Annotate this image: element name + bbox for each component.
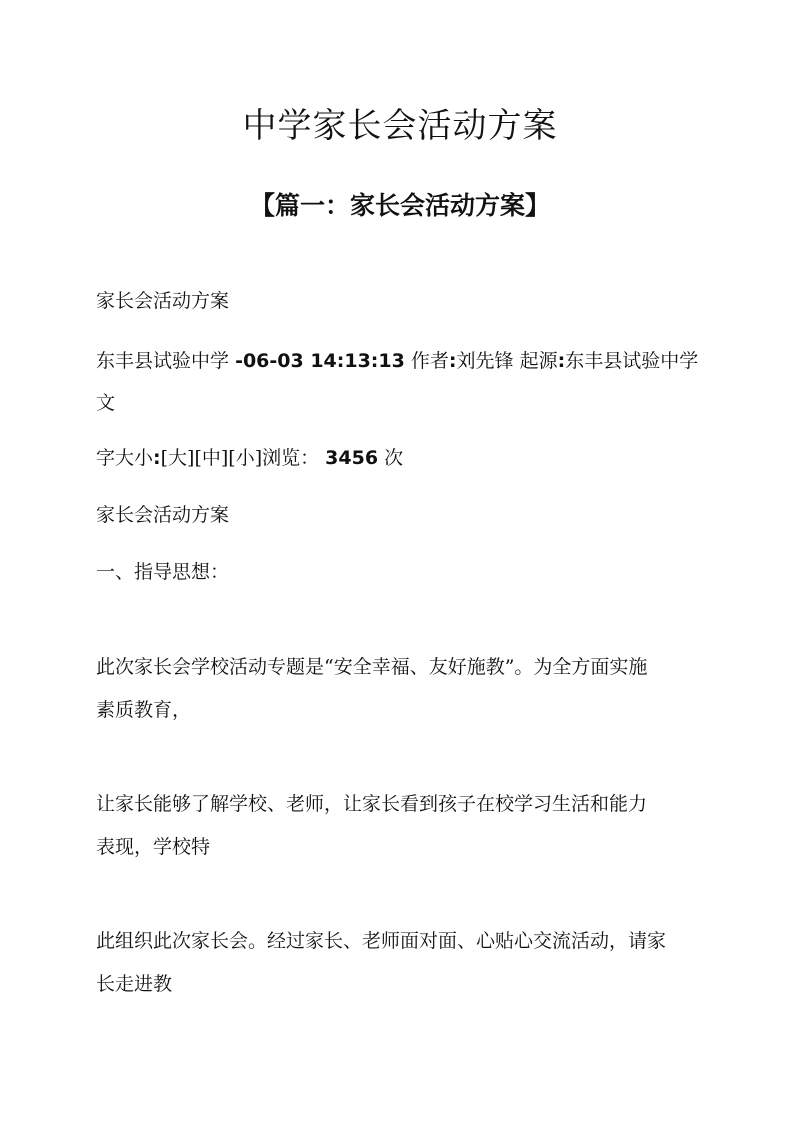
views-label: 浏览： (262, 447, 320, 469)
views-unit: 次 (384, 447, 404, 469)
meta-colon: : (448, 350, 457, 372)
article-meta (96, 346, 698, 373)
meta-origin: 东丰县试验中学 (565, 350, 699, 372)
paragraph-line: 此次家长会学校活动专题是“安全幸福、友好施教”。为全方面实施 (96, 656, 648, 678)
section-heading: 家长会活动方案 (96, 290, 230, 312)
font-size-label: 字大小 (96, 447, 154, 469)
meta-author: 刘先锋 起源 (456, 350, 558, 372)
font-size-options: [大][中][小] (160, 447, 263, 469)
paragraph-line: 表现，学校特 (96, 836, 211, 858)
section-heading-repeat: 家长会活动方案 (96, 504, 230, 526)
meta-author-label: 作者 (410, 350, 449, 372)
font-size-colon: : (153, 447, 161, 469)
document-title: 中学家长会活动方案 (242, 106, 558, 146)
font-size-line (96, 443, 403, 470)
paragraph-line: 此组织此次家长会。经过家长、老师面对面、心贴心交流活动，请家 (96, 930, 667, 952)
section-one-heading: 一、指导思想： (96, 561, 230, 583)
paragraph-line: 长走进教 (96, 973, 173, 995)
meta-datetime: -06-03 14:13:13 (235, 350, 405, 372)
article-meta-wrap: 文 (96, 392, 116, 414)
meta-colon: : (557, 350, 566, 372)
meta-source: 东丰县试验中学 (96, 350, 230, 372)
paragraph-line: 素质教育， (96, 699, 192, 721)
paragraph-line: 让家长能够了解学校、老师，让家长看到孩子在校学习生活和能力 (96, 793, 648, 815)
views-count: 3456 (325, 447, 379, 469)
document-subtitle: 【篇一：家长会活动方案】 (249, 191, 550, 220)
